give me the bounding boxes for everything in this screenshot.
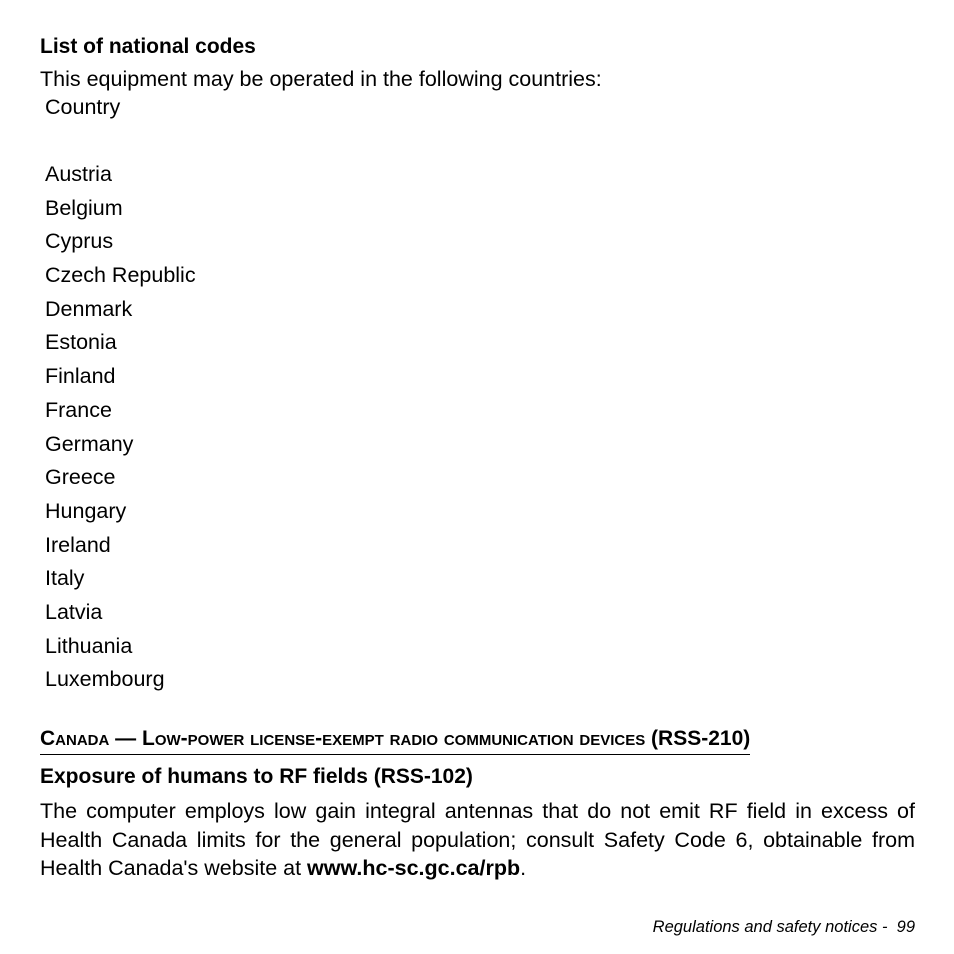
country-item: Cyprus — [45, 229, 114, 254]
country-item: Denmark — [45, 296, 133, 321]
country-item: Finland — [45, 364, 116, 389]
national-codes-heading: List of national codes — [40, 35, 256, 58]
health-canada-url: www.hc-sc.gc.ca/rpb — [307, 856, 521, 880]
country-item: Hungary — [45, 498, 127, 523]
country-item: Germany — [45, 431, 134, 456]
country-item: Lithuania — [45, 633, 133, 658]
country-item: France — [45, 397, 112, 422]
document-page — [40, 0, 915, 954]
country-item: Czech Republic — [45, 263, 196, 288]
country-item: Italy — [45, 566, 85, 591]
country-item: Luxembourg — [45, 667, 165, 692]
page-footer — [653, 916, 915, 938]
page-number: 99 — [896, 918, 915, 936]
country-column-header: Country — [45, 95, 121, 119]
canada-section-title: Canada — Low-power license-exempt radio communication devices (RSS-210) — [40, 725, 750, 755]
rf-exposure-heading: Exposure of humans to RF fields (RSS-102) — [40, 765, 473, 788]
country-item: Ireland — [45, 532, 111, 557]
country-item: Belgium — [45, 195, 123, 220]
intro-text: This equipment may be operated in the following countries: — [40, 67, 602, 91]
country-item: Austria — [45, 162, 112, 186]
paragraph-text: The computer employs low gain integral antennas that do not emit RF field in excess of Health Canada limits for the general population; consult Safety Code 6, obtainable from Health Canada's website at — [40, 799, 915, 880]
country-item: Greece — [45, 465, 116, 490]
paragraph-end: . — [520, 856, 527, 880]
footer-section-name: Regulations and safety notices - — [652, 918, 888, 936]
country-item: Estonia — [45, 330, 117, 355]
country-list — [45, 158, 196, 697]
country-item: Latvia — [45, 599, 103, 624]
rf-exposure-paragraph — [40, 797, 915, 883]
